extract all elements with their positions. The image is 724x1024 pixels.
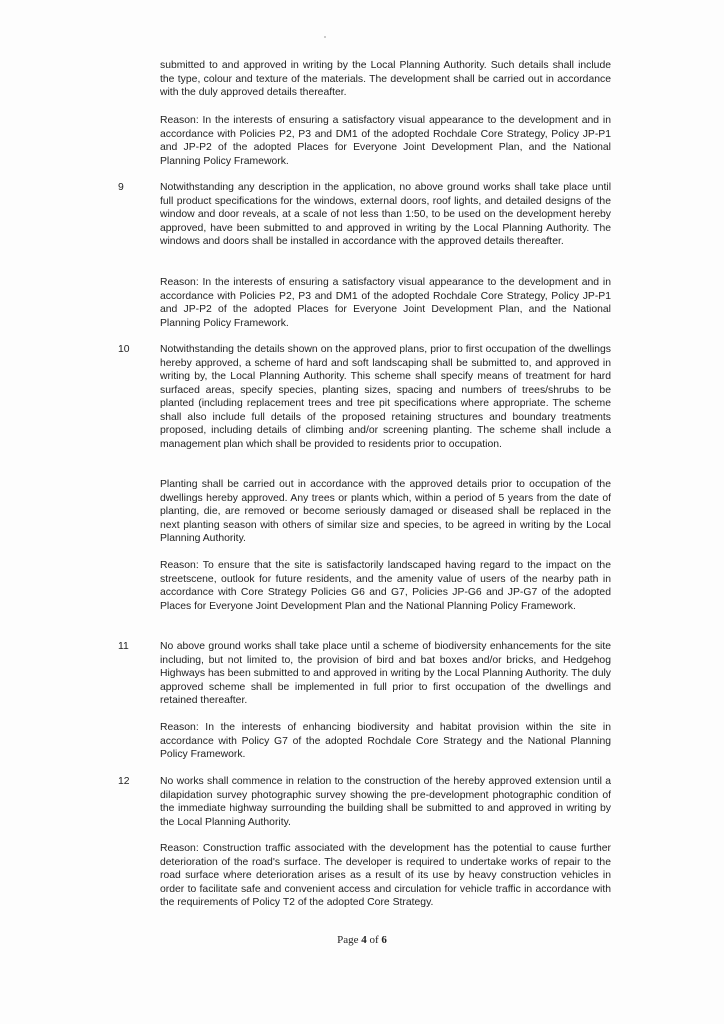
scan-speck: [324, 36, 326, 38]
page-footer: [0, 934, 724, 946]
condition-11-text: No above ground works shall take place until a scheme of biodiversity enhancements for the site including, but not limited to, the provision of bird and bat boxes and/or bricks, and Hedgehog Highways has been submitted to and approved in writing by the Local Planning Authority. The duly approved scheme shall be implemented in full prior to first occupation of the dwellings and retained thereafter.: [160, 641, 611, 706]
page-label: Page: [337, 934, 359, 946]
condition-12-text: No works shall commence in relation to the construction of the hereby approved extension until a dilapidation survey photographic survey showing the pre-development photographic condition of the immediate highway surrounding the building shall be submitted to and approved in writing by the Local Planning Authority.: [160, 776, 611, 828]
page-current: 4: [361, 934, 367, 946]
condition-number-12: 12: [118, 776, 130, 787]
condition-10-text: Notwithstanding the details shown on the approved plans, prior to first occupation of the dwellings hereby approved, a scheme of hard and soft landscaping shall be submitted to, and approved in writing by, the Local Planning Authority. This scheme shall specify means of treatment for hard surfaced areas, specify species, planting sizes, spacing and numbers of trees/shrubs to be planted (including replacement trees and tree pit specifications where appropriate. The scheme shall also include full details of the proposed retaining structures and boundary treatments proposed, including details of climbing and/or screening planting. The scheme shall include a management plan which shall be provided to residents prior to occupation.: [160, 344, 611, 450]
condition-8-reason: Reason: In the interests of ensuring a satisfactory visual appearance to the development and in accordance with Policies P2, P3 and DM1 of the adopted Rochdale Core Strategy, Policy JP-P1 and JP-P2 of the adopted Places for Everyone Joint Development Plan, and the National Planning Policy Framework.: [160, 115, 611, 167]
condition-8-continuation: submitted to and approved in writing by the Local Planning Authority. Such details shall include the type, colour and texture of the materials. The development shall be carried out in accordance with the duly approved details thereafter.: [160, 60, 611, 98]
page-total: 6: [381, 934, 387, 946]
condition-number-9: 9: [118, 182, 124, 193]
condition-10-planting: Planting shall be carried out in accordance with the approved details prior to occupation of the dwellings hereby approved. Any trees or plants which, within a period of 5 years from the date of planting, die, are removed or become seriously damaged or diseased shall be replaced in the next planting season with others of similar size and species, to be agreed in writing by the Local Planning Authority.: [160, 479, 611, 544]
page-of: of: [369, 934, 379, 946]
condition-9-reason: Reason: In the interests of ensuring a satisfactory visual appearance to the development and in accordance with Policies P2, P3 and DM1 of the adopted Rochdale Core Strategy, Policy JP-P1 and JP-P2 of the adopted Places for Everyone Joint Development Plan, and the National Planning Policy Framework.: [160, 277, 611, 329]
condition-9-text: Notwithstanding any description in the application, no above ground works shall take place until full product specifications for the windows, external doors, roof lights, and detailed designs of the window and door reveals, at a scale of not less than 1:50, to be used on the development hereby approved, have been submitted to and approved in writing by the Local Planning Authority. The windows and doors shall be installed in accordance with the approved details thereafter.: [160, 182, 611, 247]
condition-number-10: 10: [118, 344, 130, 355]
condition-number-11: 11: [118, 641, 129, 652]
condition-10-reason: Reason: To ensure that the site is satisfactorily landscaped having regard to the impact on the streetscene, outlook for future residents, and the amenity value of users of the nearby path in accordance with Core Strategy Policies G6 and G7, Policies JP-G6 and JP-G7 of the adopted Places for Everyone Joint Development Plan and the National Planning Policy Framework.: [160, 560, 611, 612]
condition-12-reason: Reason: Construction traffic associated with the development has the potential to cause further deterioration of the road's surface. The developer is required to undertake works of repair to the road surface where deterioration arises as a result of its use by heavy construction vehicles in order to facilitate safe and convenient access and circulation for vehicle traffic in accordance with the requirements of Policy T2 of the adopted Core Strategy.: [160, 843, 611, 908]
condition-11-reason: Reason: In the interests of enhancing biodiversity and habitat provision within the site in accordance with Policy G7 of the adopted Rochdale Core Strategy and the National Planning Policy Framework.: [160, 722, 611, 760]
